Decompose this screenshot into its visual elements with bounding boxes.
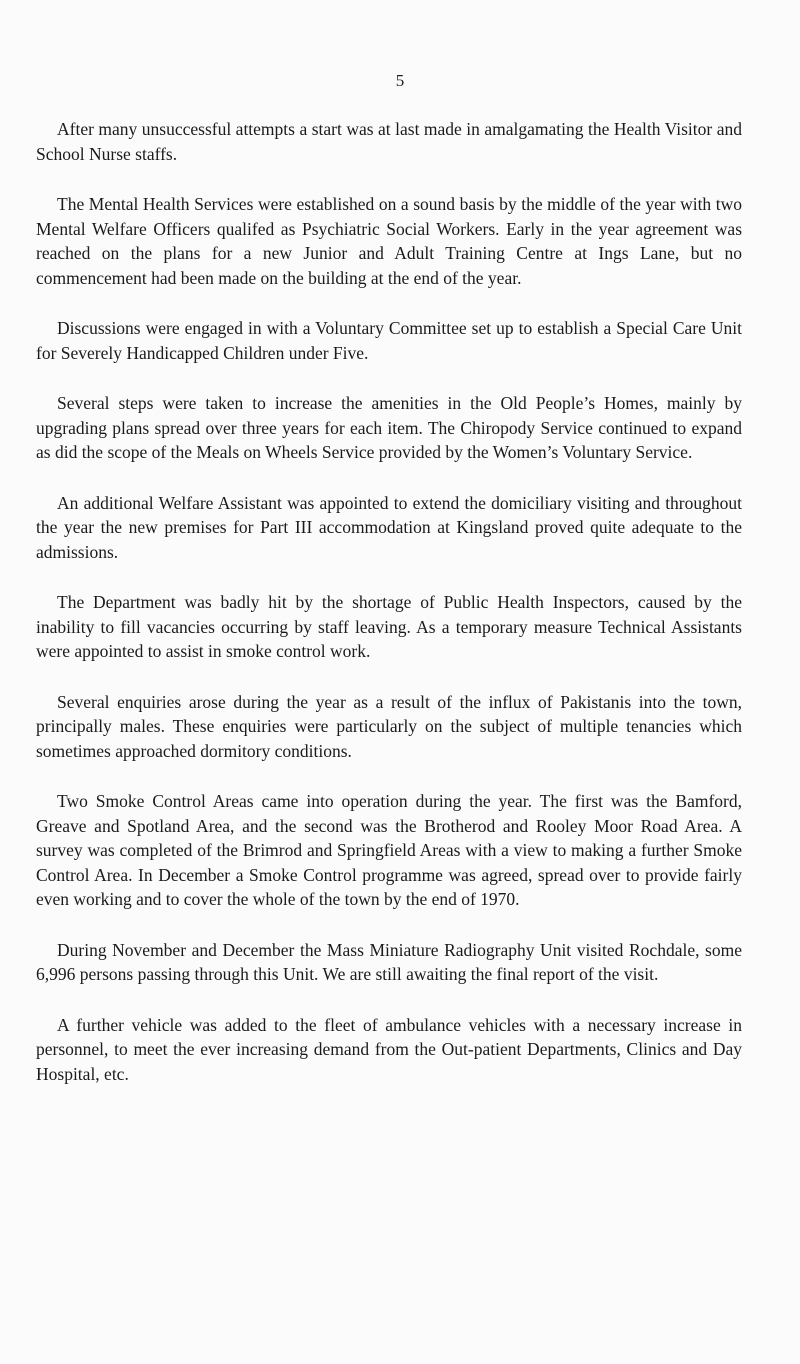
paragraph-ambulance: A further vehicle was added to the fleet of ambulance vehicles with a necessary increase in personnel, to meet the ever increasing demand from the Out-patient Departments, Clinics and Day Hospital, etc. <box>36 1014 742 1084</box>
paragraph-special-care-unit: Discussions were engaged in with a Voluntary Committee set up to establish a Special Care Unit for Severely Handicapped Children under Five. <box>36 318 742 363</box>
paragraph-old-peoples-homes: Several steps were taken to increase the amenities in the Old People’s Homes, mainly by upgrading plans spread over three years for each item. The Chiropody Service continued to expand as did the scope of the Meals on Wheels Service provided by the Women’s Voluntary Service. <box>36 393 742 462</box>
paragraph-health-inspectors: The Department was badly hit by the shortage of Public Health Inspectors, caused by the inability to fill vacancies occurring by staff leaving. As a temporary measure Technical Assistants were appointed to assist in smoke control work. <box>36 592 742 661</box>
paragraph-enquiries: Several enquiries arose during the year as a result of the influx of Pakistanis into the town, principally males. These enquiries were particularly on the subject of multiple tenancies which sometimes approached dormitory conditions. <box>36 691 742 761</box>
page-number: 5 <box>395 71 405 90</box>
paragraph-mental-health: The Mental Health Services were established on a sound basis by the middle of the year with two Mental Welfare Officers qualifed as Psychiatric Social Workers. Early in the year agreement was reached on the plans for a new Junior and Adult Training Centre at Ings Lane, but no commencement had been made on the building at the end of the year. <box>36 194 742 288</box>
paragraph-radiography: During November and December the Mass Miniature Radiography Unit visited Rochdale, some 6,996 persons passing through this Unit. We are still awaiting the final report of the visit. <box>36 939 742 984</box>
paragraph-health-visitor: After many unsuccessful attempts a start was at last made in amalgamating the Health Visitor and School Nurse staffs. <box>36 119 742 164</box>
body-text <box>36 117 742 1112</box>
paragraph-smoke-control: Two Smoke Control Areas came into operation during the year. The first was the Bamford, Greave and Spotland Area, and the second was the Brotherod and Rooley Moor Road Area. A survey was completed of the Brimrod and Springfield Areas with a view to making a further Smoke Control Area. In December a Smoke Control programme was agreed, spread over to provide fairly even working and to cover the whole of the town by the end of 1970. <box>36 791 742 909</box>
paragraph-welfare-assistant: An additional Welfare Assistant was appointed to extend the domiciliary visiting and throughout the year the new premises for Part III accommodation at Kingsland proved quite adequate to the admissions. <box>36 492 742 562</box>
